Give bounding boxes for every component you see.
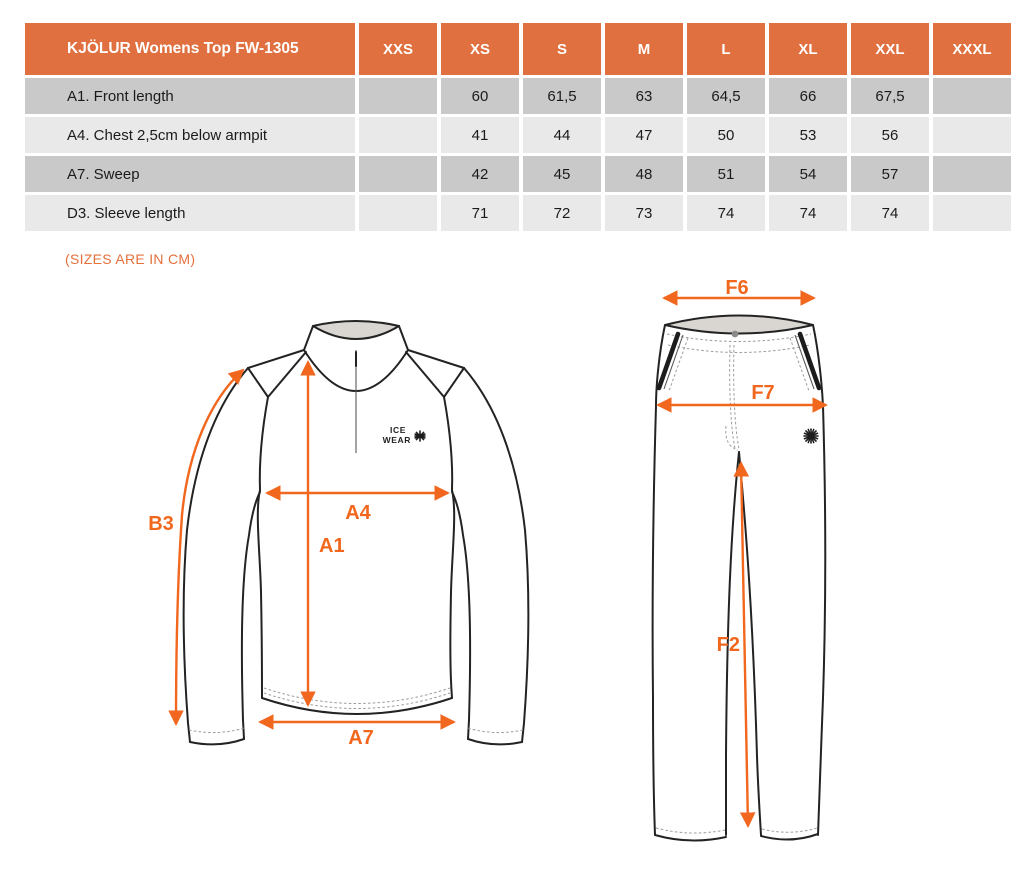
- cell-value: 48: [605, 156, 683, 192]
- cell-value: [359, 156, 437, 192]
- col-header-s: S: [523, 23, 601, 75]
- cell-value: 73: [605, 195, 683, 231]
- pants-garment-outline: [653, 316, 826, 841]
- row-label: A4. Chest 2,5cm below armpit: [25, 117, 355, 153]
- a1-label: A1: [319, 535, 345, 557]
- cell-value: 44: [523, 117, 601, 153]
- cell-value: 74: [687, 195, 765, 231]
- top-diagram: [140, 290, 580, 770]
- cell-value: [359, 78, 437, 114]
- table-row-chest: [25, 117, 1011, 153]
- left-pocket: [659, 334, 688, 391]
- a4-label: A4: [345, 502, 371, 524]
- row-label: A7. Sweep: [25, 156, 355, 192]
- right-pocket: [790, 334, 819, 391]
- table-row-sleeve-length: [25, 195, 1011, 231]
- b3-label: B3: [148, 513, 174, 535]
- col-header-xl: XL: [769, 23, 847, 75]
- f6-label: F6: [725, 278, 749, 299]
- cell-value: 60: [441, 78, 519, 114]
- cell-value: 42: [441, 156, 519, 192]
- pants-diagram: [630, 278, 840, 873]
- col-header-xxl: XXL: [851, 23, 929, 75]
- cell-value: 74: [769, 195, 847, 231]
- cell-value: [933, 156, 1011, 192]
- cell-value: [933, 117, 1011, 153]
- col-header-l: L: [687, 23, 765, 75]
- row-label: D3. Sleeve length: [25, 195, 355, 231]
- row-label: A1. Front length: [25, 78, 355, 114]
- cell-value: 47: [605, 117, 683, 153]
- cell-value: 66: [769, 78, 847, 114]
- cell-value: 64,5: [687, 78, 765, 114]
- fly-stitch: [734, 345, 739, 449]
- snowflake-icon: [415, 431, 425, 441]
- logo-text-ice: ICE: [390, 425, 406, 435]
- waist-button: [732, 331, 739, 338]
- cell-value: 53: [769, 117, 847, 153]
- f2-label: F2: [716, 634, 740, 656]
- col-header-xxs: XXS: [359, 23, 437, 75]
- table-row-sweep: [25, 156, 1011, 192]
- cell-value: [359, 195, 437, 231]
- cell-value: 67,5: [851, 78, 929, 114]
- cell-value: 63: [605, 78, 683, 114]
- cell-value: 61,5: [523, 78, 601, 114]
- icewear-logo: [383, 425, 425, 445]
- snowflake-icon: [804, 429, 818, 443]
- cell-value: 71: [441, 195, 519, 231]
- size-table: [21, 20, 1015, 234]
- table-title: KJÖLUR Womens Top FW-1305: [25, 23, 355, 75]
- col-header-xxxl: XXXL: [933, 23, 1011, 75]
- col-header-xs: XS: [441, 23, 519, 75]
- cell-value: 72: [523, 195, 601, 231]
- cell-value: [933, 195, 1011, 231]
- units-note: (SIZES ARE IN CM): [65, 251, 196, 267]
- top-measure-arrows: [148, 362, 454, 749]
- top-garment-outline: [184, 321, 529, 744]
- waistband-inner: [665, 316, 813, 334]
- cell-value: 56: [851, 117, 929, 153]
- pants-measure-arrows: [658, 278, 826, 826]
- fly-j-stitch: [726, 426, 738, 450]
- table-header-row: [25, 23, 1011, 75]
- cell-value: 41: [441, 117, 519, 153]
- logo-text-wear: WEAR: [382, 435, 411, 445]
- cell-value: 74: [851, 195, 929, 231]
- cell-value: 50: [687, 117, 765, 153]
- a7-label: A7: [348, 727, 374, 749]
- collar-inner: [313, 321, 399, 339]
- cell-value: [359, 117, 437, 153]
- cell-value: 45: [523, 156, 601, 192]
- cell-value: 57: [851, 156, 929, 192]
- cell-value: 51: [687, 156, 765, 192]
- cell-value: [933, 78, 1011, 114]
- col-header-m: M: [605, 23, 683, 75]
- table-row-front-length: [25, 78, 1011, 114]
- cell-value: 54: [769, 156, 847, 192]
- f7-label: F7: [751, 382, 775, 404]
